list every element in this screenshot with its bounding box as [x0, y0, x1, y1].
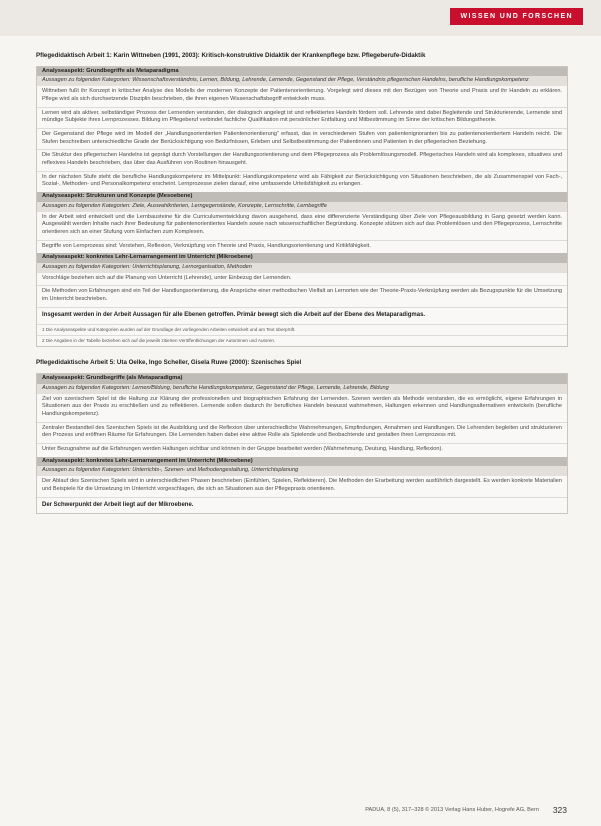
paragraph: In der Arbeit wird entwickelt und die Lernbausteine für die Curriculumentwicklung davon ausgehend, dass eine differenzierte Verständigung über Ziele von Pflegeausbildung in Gang gesetzt werden kann. Ausgewählt werden Inhalte nach ihrer Bedeutung für patientenorientiertes Handeln sowie nach wissenschaftlicher Begründung. Konzepte stützen sich auf das Problemlösen und den Pflegeprozess, Lernschritte orientieren sich an einer Stufung vom Einfachen zum Komplexen.: [42, 213, 562, 235]
article-table: [36, 66, 568, 348]
paragraph: Unter Bezugnahme auf die Erfahrungen werden Haltungen sichtbar und können in der Gruppe bearbeitet werden (Wahrnehmung, Deutung, Handlung, Reflexion).: [37, 443, 567, 457]
section-title: Analyseaspekt: Grundbegriffe (als Metaparadigma): [37, 374, 567, 384]
section-categories: Aussagen zu folgenden Kategorien: Ziele, Auswahlkriterien, Lerngegenstände, Konzepte, Lernschritte, Lernbegriffe: [37, 202, 567, 212]
content: [36, 52, 568, 514]
section-categories: Aussagen zu folgenden Kategorien: Lernen/Bildung, berufliche Handlungskompetenz, Gegenstand der Pflege, Lernende, Lehrende, Bildung: [37, 384, 567, 394]
section-categories: Aussagen zu folgenden Kategorien: Unterrichtsplanung, Lernorganisation, Methoden: [37, 263, 567, 273]
section-title: Analyseaspekt: konkretes Lehr-Lernarrangement im Unterricht (Mikroebene): [37, 253, 567, 263]
paragraph: In der nächsten Stufe steht die berufliche Handlungskompetenz im Mittelpunkt: Handlungskompetenz wird als Fähigkeit zur Berücksichtigung von Situationen beschrieben, die als Zusammenspiel von Fach-, Sozial-, Methoden- und Personalkompetenz erscheint. Lernprozesse zielen darauf, eine umfassende Urteilsfähigkeit zu erlangen.: [37, 171, 567, 192]
paragraph: Der Gegenstand der Pflege wird im Modell der „Handlungsorientierten Patientenorientierung“ erfasst, das in verschiedenen Stufen von patientenignoranten bis zu patientenorientiertem Handeln reicht. Die Stufen beschreiben unterschiedliche Grade der Berücksichtigung von Bedürfnissen, Erleben und Selbstbestimmung der Patientinnen und Patienten in der pflegerischen Beziehung.: [37, 128, 567, 149]
article-heading: Pflegedidaktisch Arbeit 1: Karin Wittneben (1991, 2003): Kritisch-konstruktive Didaktik der Krankenpflege bzw. Pflegeberufe-Didaktik: [36, 52, 426, 59]
section-title: Analyseaspekt: konkretes Lehr-Lernarrangement im Unterricht (Mikroebene): [37, 457, 567, 467]
paragraph: Begriffe von Lernprozess sind: Verstehen, Reflexion, Verknüpfung von Theorie und Praxis, Handlungsorientierung und Kritikfähigkeit.: [37, 240, 567, 254]
summary-statement: Der Schwerpunkt der Arbeit liegt auf der Mikroebene.: [37, 497, 567, 514]
paragraph: Wittneben fußt ihr Konzept in kritischer Analyse des Modells der modernen Konzepte der Patientenorientierung. Vorgelegt wird dieses mit den Bezügen von Theorie und Praxis und ihr Handeln zu erklären. Pflege wird als sich durchsetzende Disziplin beschrieben, die ihren eigenen Wissenschaftsbegriff entwickeln muss.: [42, 88, 562, 102]
paragraph: Der Ablauf des Szenischen Spiels wird in unterschiedlichen Phasen beschrieben (Einfühlen, Spielen, Reflektieren). Die Methoden der Erarbeitung werden ausführlich dargestellt. Es werden konkrete Materialien und Beispiele für die Umsetzung im Unterricht vorgeschlagen, die sich an Situationen aus der Pflegepraxis orientieren.: [42, 478, 562, 492]
article-table: [36, 373, 568, 514]
article-heading: Pflegedidaktische Arbeit 5: Uta Oelke, Ingo Scheller, Gisela Ruwe (2000): Szenisches Spiel: [36, 359, 302, 367]
section-title: Analyseaspekt: Strukturen und Konzepte (Mesoebene): [37, 192, 567, 202]
page-number: 323: [552, 805, 567, 815]
page-footer: [0, 786, 601, 826]
journal-reference: PADUA, 8 (5), 317–328 © 2013 Verlag Hans Huber, Hogrefe AG, Bern: [365, 807, 539, 813]
paragraph: Vorschläge beziehen sich auf die Planung von Unterricht (Lehrende), unter Einbezug der Lernenden.: [42, 274, 292, 281]
paragraph: Die Struktur des pflegerischen Handelns ist geprägt durch Vorstellungen der Handlungsorientierung und dem Pflegeprozess als Problemlösungsmodell. Pflegerisches Handeln wird als komplexes, situatives und reflexives Handeln beschrieben, das über das Ausführen von Routinen hinausgeht.: [37, 149, 567, 170]
header-bar: [0, 0, 601, 36]
paragraph: Zentraler Bestandteil des Szenischen Spiels ist die Ausbildung und die Reflexion über unterschiedliche Wahrnehmungen, Empfindungen, Annahmen und Handlungen. Die Lehrenden begleiten und strukturieren den Prozess und eröffnen Räume für Erfahrungen. Die Lernenden haben dabei eine aktive Rolle als Spielende und Beobachtende und gestalten ihren Lernprozess mit.: [37, 422, 567, 443]
paragraph: Ziel von szenischem Spiel ist die Haltung zur Klärung der professionellen und biographischen Erfahrung der Lernenden. Szenen werden als Methode verstanden, die es ermöglicht, eigene Erfahrungen in Situationen aus der Praxis zu erschließen und zu reflektieren. Lernende sollen dadurch ihr berufliches Handeln bewusst wahrnehmen, Haltungen erkennen und Handlungsalternativen entwickeln (berufliche Handlungskompetenz).: [42, 395, 562, 417]
footnote: 2 Die Angaben in der Tabelle beziehen sich auf die jeweils zitierten Veröffentlichungen der Autorinnen und Autoren.: [37, 335, 567, 346]
paragraph: Die Methoden von Erfahrungen sind ein Teil der Handlungsorientierung, die Ansprüche einer methodischen Vielfalt an Lernorten wie der Theorie-Praxis-Verknüpfung werden als Bezugspunkte für die Umsetzung im Unterricht beschrieben.: [37, 285, 567, 306]
section-categories: Aussagen zu folgenden Kategorien: Wissenschaftsverständnis, Lernen, Bildung, Lehrende, Lernende, Gegenstand der Pflege, Verständnis pflegerischen Handelns, berufliche Handlungskompetenz: [37, 76, 567, 86]
paragraph: Lernen wird als aktiver, selbständiger Prozess der Lernenden verstanden, der dialogisch angelegt ist und reflektiertes Handeln fördern soll. Lehrende sind dabei Begleitende und Strukturierende, Lernende sind mündige Subjekte ihres Lernprozesses. Bildung im Pflegeberuf verbindet fachliche Qualifikation mit persönlicher Entfaltung und Mitbestimmung im Sinne der kritischen Bildungstheorie.: [37, 107, 567, 128]
summary-statement: Insgesamt werden in der Arbeit Aussagen für alle Ebenen getroffen. Primär bewegt sich die Arbeit auf der Ebene des Metaparadigmas.: [37, 307, 567, 324]
section-categories: Aussagen zu folgenden Kategorien: Unterrichts-, Szenen- und Methodengestaltung, Unterrichtsplanung: [37, 466, 567, 476]
section-tag: WISSEN UND FORSCHEN: [450, 8, 583, 25]
section-title: Analyseaspekt: Grundbegriffe als Metaparadigma: [37, 67, 567, 77]
footnote: 1 Die Analyseaspekte und Kategorien wurden auf der Grundlage der vorliegenden Arbeiten entwickelt und am Text überprüft.: [37, 324, 567, 335]
